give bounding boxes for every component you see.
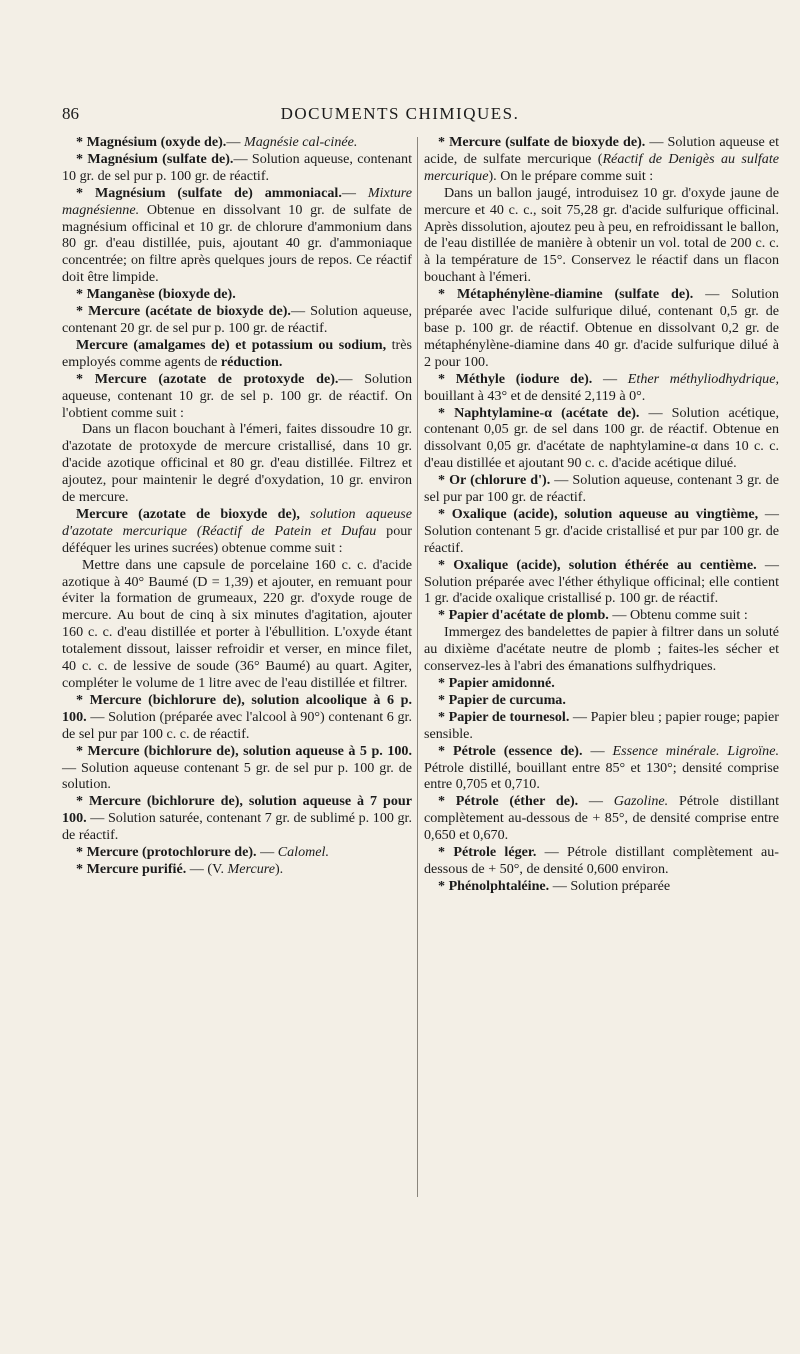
reagent-entry	[62, 286, 412, 303]
entry-head: Mercure (azotate de bioxyde de),	[76, 505, 300, 522]
reagent-entry	[424, 557, 779, 608]
entry-ital: Ether méthyliodhydrique,	[627, 370, 779, 387]
reagent-entry	[62, 793, 412, 844]
reagent-entry	[62, 337, 412, 371]
entry-text: — Solution aqueuse, contenant 3 gr. de sel pur par 100 gr. de réactif.	[424, 472, 779, 506]
reagent-entry	[424, 709, 779, 743]
paragraph: Mettre dans une capsule de porcelaine 160 c. c. d'acide azotique à 40° Baumé (D = 1,39) et ajouter, en remuant pour éviter la formation de grumeaux, 220 gr. d'oxyde rouge de mercure. Au bout de cinq à six minutes d'agitation, ajouter 160 c. c. d'eau distillée et porter à l'ébullition. L'oxyde étant totalement dissout, laisser refroidir et verser, en mince filet, 40 c. c. de lessive de soude (36° Baumé) au quart. Agiter, compléter le volume de 1 litre avec de l'eau distillée et filtrer.	[62, 556, 412, 691]
entry-head: * Mercure (azotate de protoxyde de).	[76, 370, 339, 387]
entry-tail: réduction.	[220, 353, 283, 370]
entry-tail: ). On le prépare comme suit :	[488, 167, 654, 184]
reagent-entry	[62, 692, 412, 743]
entry-text: — Papier bleu ; papier rouge; papier sensible.	[424, 708, 779, 742]
entry-tail: Pétrole distillé, bouillant entre 85° et 130°; densité comprise entre 0,705 et 0,710.	[424, 759, 779, 793]
reagent-entry	[424, 405, 779, 473]
entry-text: — Solution préparée avec l'éther éthylique officinal; elle contient 1 gr. d'acide oxalique cristallisé p. 100 gr. de réactif.	[424, 556, 779, 607]
entry-ital: Essence minérale. Ligroïne.	[612, 742, 779, 759]
entry-head: * Naphtylamine-α (acétate de).	[438, 404, 640, 421]
entry-head: * Mercure (bichlorure de), solution alcoolique à 6 p. 100.	[62, 691, 412, 725]
entry-text: — Pétrole distillant complètement au-dessous de + 50°, de densité 0,600 environ.	[424, 844, 779, 877]
entry-text: —	[226, 134, 244, 150]
entry-head: * Métaphénylène-diamine (sulfate de).	[438, 286, 694, 303]
entry-head: * Papier d'acétate de plomb.	[438, 607, 609, 624]
entry-head: * Mercure (bichlorure de), solution aqueuse à 7 pour 100.	[62, 793, 412, 827]
reagent-entry	[424, 844, 779, 878]
entry-head: * Mercure (bichlorure de), solution aqueuse à 5 p. 100.	[76, 742, 412, 759]
reagent-entry	[62, 844, 412, 861]
paragraph: Dans un ballon jaugé, introduisez 10 gr. d'oxyde jaune de mercure et 40 c. c., soit 75,28 gr. d'acide sulfurique officinal. Après dissolution, ajoutez peu à peu, en refroidissant le ballon, de l'eau distillée de manière à obtenir un vol. total de 200 c. c. à la température de 15°. Conservez le réactif dans un flacon bouchant à l'émeri.	[424, 184, 779, 286]
entry-text: — Obtenu comme suit :	[608, 607, 748, 624]
entry-head: * Magnésium (sulfate de).	[76, 150, 234, 167]
entry-text: —	[582, 742, 613, 759]
running-title: DOCUMENTS CHIMIQUES.	[280, 104, 520, 123]
entry-text: — Solution acétique, contenant 0,05 gr. de sel dans 100 gr. de réactif. Obtenue en dissolvant 0,05 gr. d'acétate de naphtylamine-α dans 10 c. c. d'eau distillée et ajoutant 90 c. c. d'acide acétique dilué.	[424, 404, 779, 472]
reagent-entry	[62, 151, 412, 185]
entry-head: * Papier de curcuma.	[438, 691, 566, 708]
page-header	[0, 104, 800, 128]
reagent-entry	[62, 185, 412, 286]
reagent-entry	[424, 878, 779, 895]
entry-text: —	[341, 184, 368, 201]
reagent-entry	[424, 371, 779, 405]
reagent-entry	[424, 286, 779, 371]
entry-text	[300, 506, 310, 522]
entry-head: * Manganèse (bioxyde de).	[76, 286, 236, 303]
entry-tail: bouillant à 43° et de densité 2,119 à 0°.	[424, 387, 646, 404]
entry-head: * Méthyle (iodure de).	[438, 370, 593, 387]
entry-ital: Magnésie cal-cinée.	[243, 134, 358, 150]
entry-head: * Magnésium (sulfate de) ammoniacal.	[76, 184, 342, 201]
entry-text: très employés comme agents de	[62, 336, 412, 370]
reagent-entry	[62, 303, 412, 337]
reagent-entry	[62, 861, 412, 878]
entry-head: * Mercure (sulfate de bioxyde de).	[438, 134, 646, 150]
entry-ital: Gazoline.	[613, 793, 669, 810]
page-number: 86	[62, 104, 79, 123]
reagent-entry	[62, 371, 412, 422]
reagent-entry	[424, 743, 779, 794]
entry-head: * Oxalique (acide), solution aqueuse au vingtième,	[438, 505, 759, 522]
reagent-entry	[424, 472, 779, 506]
entry-tail: pour déféquer les urines sucrées) obtenue comme suit :	[62, 522, 412, 556]
entry-text: — Solution saturée, contenant 7 gr. de sublimé p. 100 gr. de réactif.	[62, 810, 412, 844]
entry-text: —	[592, 370, 628, 387]
column-divider	[417, 137, 418, 1197]
entry-text: —	[578, 793, 614, 810]
reagent-entry	[424, 675, 779, 692]
entry-text: — Solution aqueuse, contenant 20 gr. de sel pur p. 100 gr. de réactif.	[62, 303, 412, 336]
left-column	[62, 134, 412, 878]
entry-tail: Pétrole distillant complètement au-dessous de + 85°, de densité comprise entre 0,650 et 0,670.	[424, 793, 779, 844]
entry-text: — Solution contenant 5 gr. d'acide cristallisé et pur par 100 gr. de réactif.	[424, 505, 779, 556]
entry-text: — (V.	[186, 860, 228, 877]
entry-ital: Réactif de Denigès au sulfate mercurique	[424, 150, 779, 184]
entry-head: Mercure (amalgames de) et potassium ou sodium,	[76, 336, 387, 353]
entry-head: * Pétrole (essence de).	[438, 742, 583, 759]
entry-ital: Mercure	[227, 860, 275, 877]
reagent-entry	[424, 692, 779, 709]
entry-ital: Mixture magnésienne.	[62, 184, 412, 218]
reagent-entry	[62, 134, 412, 151]
entry-head: * Magnésium (oxyde de).	[76, 134, 227, 150]
reagent-entry	[424, 607, 779, 624]
right-column	[424, 134, 779, 895]
entry-head: * Pétrole (éther de).	[438, 793, 579, 810]
entry-head: * Mercure (acétate de bioxyde de).	[76, 303, 291, 320]
entry-head: * Papier amidonné.	[438, 675, 555, 691]
entry-ital: solution aqueuse d'azotate mercurique (Réactif de Patein et Dufau	[62, 505, 412, 539]
paragraph: Dans un flacon bouchant à l'émeri, faites dissoudre 10 gr. d'azotate de protoxyde de mercure cristallisé, dans 10 gr. d'acide azotique officinal et 80 gr. d'eau distillée. Filtrez et ajoutez, pour maintenir le degré d'oxydation, 10 gr. environ de mercure.	[62, 421, 412, 506]
reagent-entry	[62, 743, 412, 794]
entry-head: * Papier de tournesol.	[438, 708, 570, 725]
paragraph: Immergez des bandelettes de papier à filtrer dans un soluté au dixième d'acétate neutre de plomb ; faites-les sécher et conservez-les à l'abri des émanations sulfhydriques.	[424, 624, 779, 675]
entry-text: — Solution (préparée avec l'alcool à 90°) contenant 6 gr. de sel pur par 100 c. c. de réactif.	[62, 708, 412, 742]
entry-text: — Solution préparée	[549, 877, 671, 894]
reagent-entry	[424, 793, 779, 844]
entry-head: * Mercure purifié.	[76, 860, 187, 877]
entry-head: * Mercure (protochlorure de).	[76, 844, 257, 861]
entry-tail: ).	[274, 860, 284, 877]
reagent-entry	[62, 506, 412, 557]
entry-head: * Oxalique (acide), solution éthérée au centième.	[438, 556, 757, 573]
entry-head: * Phénolphtaléine.	[438, 877, 550, 894]
entry-text: — Solution aqueuse, contenant 10 gr. de sel p. 100 gr. de réactif. On l'obtient comme suit :	[62, 370, 412, 421]
reagent-entry	[424, 506, 779, 557]
entry-tail: Obtenue en dissolvant 10 gr. de sulfate de magnésium officinal et 10 gr. de chlorure d'ammonium dans 80 gr. d'eau distillée, puis, ajoutant 40 gr. d'ammoniaque concentrée; on filtre après quelques jours de repos. Ce réactif doit être limpide.	[62, 201, 412, 286]
entry-text: — Solution aqueuse contenant 5 gr. de sel pur p. 100 gr. de solution.	[62, 759, 412, 793]
entry-ital: Calomel.	[277, 844, 329, 861]
entry-text: — Solution aqueuse et acide, de sulfate mercurique (	[424, 134, 779, 167]
entry-head: * Pétrole léger.	[438, 844, 537, 861]
reagent-entry	[424, 134, 779, 185]
entry-head: * Or (chlorure d').	[438, 472, 551, 489]
entry-text: — Solution aqueuse, contenant 10 gr. de sel pur p. 100 gr. de réactif.	[62, 150, 412, 184]
entry-text: —	[256, 844, 278, 861]
entry-text: — Solution préparée avec l'acide sulfurique dilué, contenant 0,5 gr. de base p. 100 gr. de réactif. Obtenue en dissolvant 0,2 gr. de métaphénylène-diamine dans 40 gr. d'acide sulfurique dilué à 2 pour 100.	[424, 286, 779, 370]
